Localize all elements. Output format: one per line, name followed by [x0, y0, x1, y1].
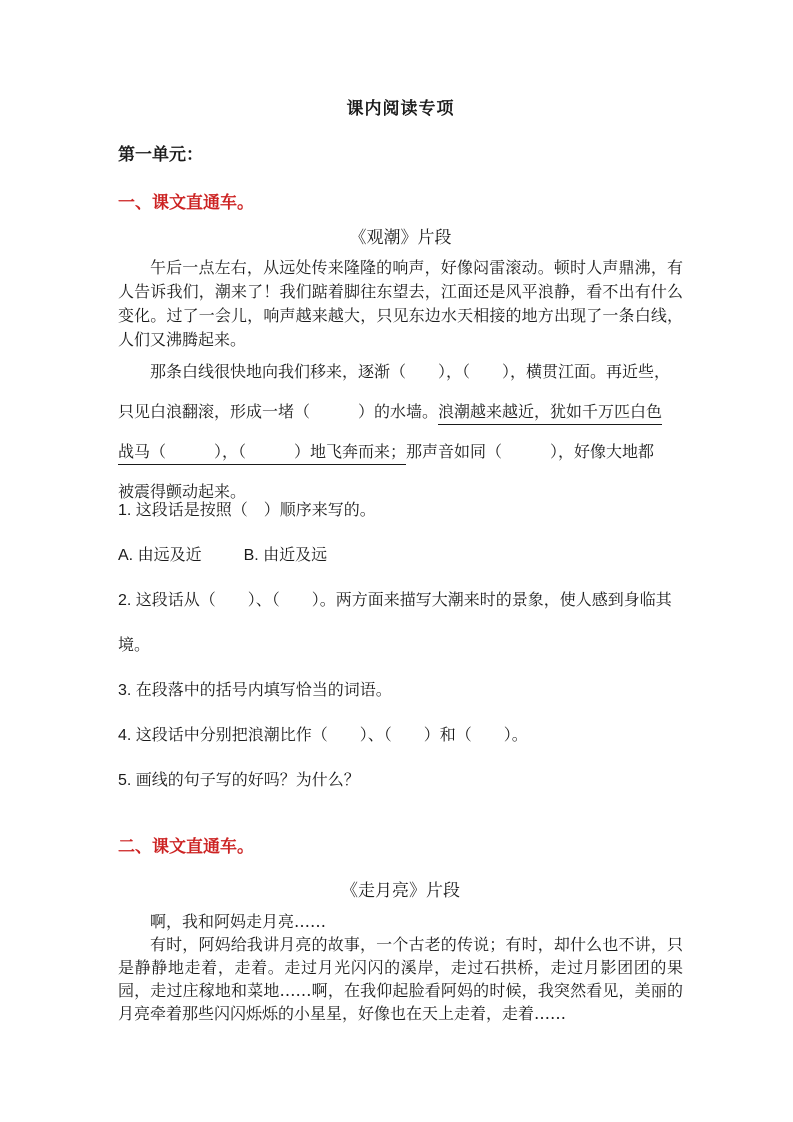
question-4: 4. 这段话中分别把浪潮比作（ ）、（ ）和（ ）。 — [118, 727, 528, 744]
passage-line-1 — [118, 352, 683, 392]
question-2-line1: 2. 这段话从（ ）、（ ）。两方面来描写大潮来时的景象，使人感到身临其 — [118, 592, 672, 609]
passage-line-2 — [118, 392, 683, 432]
question-5: 5. 画线的句子写的好吗？为什么？ — [118, 772, 360, 789]
passage2-paragraph2: 有时，阿妈给我讲月亮的故事，一个古老的传说；有时，却什么也不讲，只是静静地走着，走着。走过月光闪闪的溪岸，走过石拱桥，走过月影团团的果园，走过庄稼地和菜地……啊，在我仰起脸看阿妈的时候，我突然看见，美丽的月亮牵着那些闪闪烁烁的小星星，好像也在天上走着，走着…… — [118, 935, 683, 1023]
passage2-title: 《走月亮》片段 — [341, 881, 460, 901]
underlined-sentence-part: 战马（ ），（ ）地飞奔而来； — [118, 442, 406, 465]
option-a: A. 由远及近 — [118, 547, 202, 564]
passage-text: 被震得颤动起来。 — [118, 482, 247, 501]
option-b: B. 由近及远 — [243, 547, 328, 564]
passage2-paragraph1: 啊，我和阿妈走月亮…… — [150, 912, 327, 931]
underlined-sentence-part: 浪潮越来越近，犹如千万匹白色 — [438, 402, 662, 425]
question-3: 3. 在段落中的括号内填写恰当的词语。 — [118, 682, 392, 699]
passage1-title: 《观潮》片段 — [349, 228, 452, 248]
question-1: 1. 这段话是按照（ ）顺序来写的。 — [118, 502, 376, 519]
unit-heading: 第一单元： — [118, 145, 203, 164]
page-title: 课内阅读专项 — [346, 99, 455, 118]
passage-text: 只见白浪翻滚，形成一堵（ ）的水墙。 — [118, 402, 439, 421]
worksheet-page — [118, 0, 683, 1025]
section1-heading: 一、课文直通车。 — [118, 193, 254, 212]
passage1-paragraph1: 午后一点左右，从远处传来隆隆的响声，好像闷雷滚动。顿时人声鼎沸，有人告诉我们，潮来了！我们踮着脚往东望去，江面还是风平浪静，看不出有什么变化。过了一会儿，响声越来越大，只见东边水天相接的地方出现了一条白线，人们又沸腾起来。 — [118, 258, 683, 349]
section2-heading: 二、课文直通车。 — [118, 837, 254, 856]
passage-text: 那条白线很快地向我们移来，逐渐（ ），（ ），横贯江面。再近些， — [150, 362, 671, 381]
passage-line-3 — [118, 432, 683, 472]
question-list — [118, 488, 683, 803]
passage-text: 那声音如同（ ），好像大地都 — [406, 442, 655, 461]
question-1-options — [118, 533, 683, 578]
question-2-line2: 境。 — [118, 637, 151, 654]
